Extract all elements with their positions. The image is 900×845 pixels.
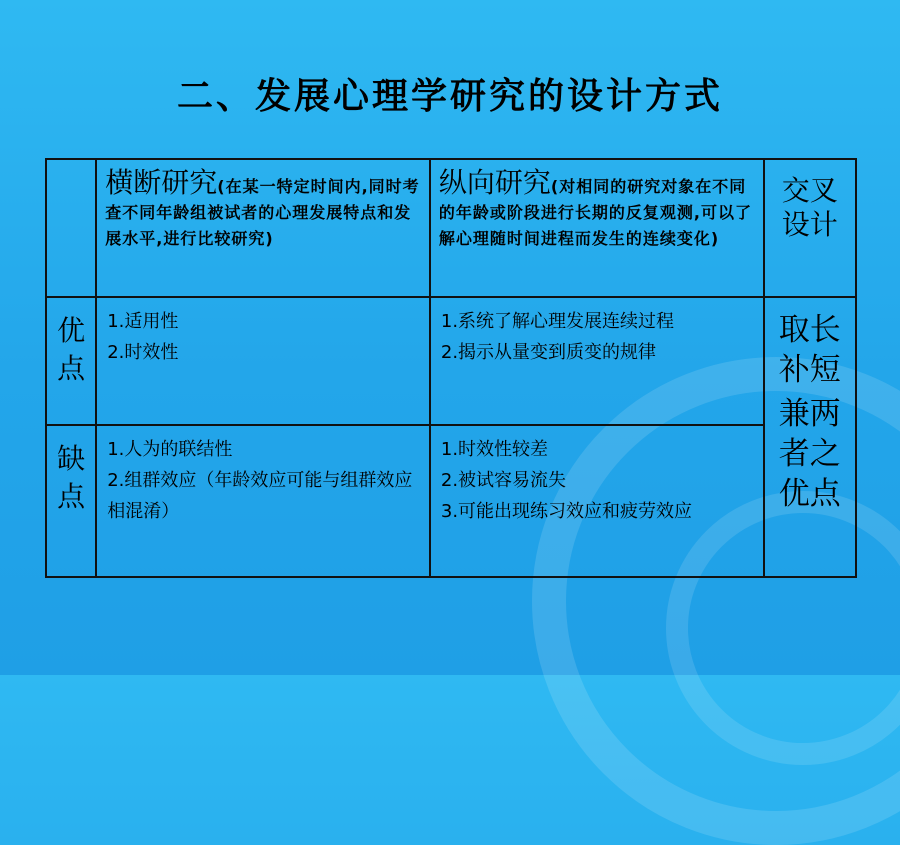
cross-sectional-header (96, 159, 430, 297)
advantages-label-char1: 优 (57, 314, 86, 347)
disadvantages-label-char2: 点 (57, 480, 86, 513)
cross-sectional-disadvantages (96, 425, 430, 577)
list-item: 2.时效性 (107, 342, 179, 363)
cross-sectional-name: 横断研究 (105, 166, 218, 199)
list-item: 1.时效性较差 (440, 439, 549, 460)
advantages-label-char2: 点 (57, 352, 86, 385)
page-title: 二、发展心理学研究的设计方式 (176, 75, 723, 117)
longitudinal-header (430, 159, 764, 297)
cross-design-text: 取长 (778, 312, 841, 348)
cross-design-line2: 设计 (781, 208, 838, 241)
cross-design-text: 者之 (778, 436, 841, 472)
advantages-row (46, 297, 856, 425)
cross-design-line1: 交叉 (781, 174, 838, 207)
cross-design-text: 补短 (778, 352, 841, 388)
advantages-label (46, 297, 96, 425)
longitudinal-disadvantages (430, 425, 764, 577)
design-comparison-table (45, 158, 857, 578)
list-item: 2.被试容易流失 (440, 470, 567, 491)
disadvantages-label-char1: 缺 (57, 442, 86, 475)
disadvantages-row (46, 425, 856, 577)
header-row (46, 159, 856, 297)
cross-design-body (764, 297, 856, 577)
cross-sectional-advantages (96, 297, 430, 425)
list-item: 3.可能出现练习效应和疲劳效应 (440, 501, 693, 522)
cross-design-header (764, 159, 856, 297)
cross-sectional-desc: (在某一特定时间内,同时考查不同年龄组被试者的心理发展特点和发展水平,进行比较研究) (105, 177, 420, 248)
corner-cell (46, 159, 96, 297)
cross-design-text: 优点 (778, 476, 841, 512)
longitudinal-advantages (430, 297, 764, 425)
list-item: 2.组群效应（年龄效应可能与组群效应相混淆） (107, 470, 413, 522)
list-item: 1.系统了解心理发展连续过程 (440, 311, 675, 332)
disadvantages-label (46, 425, 96, 577)
list-item: 1.适用性 (107, 311, 179, 332)
list-item: 2.揭示从量变到质变的规律 (440, 342, 657, 363)
list-item: 1.人为的联结性 (107, 439, 233, 460)
longitudinal-name: 纵向研究 (438, 166, 551, 199)
cross-design-text: 兼两 (778, 396, 841, 432)
longitudinal-desc: (对相同的研究对象在不同的年龄或阶段进行长期的反复观测,可以了解心理随时间进程而发生的连续变化) (438, 177, 752, 248)
